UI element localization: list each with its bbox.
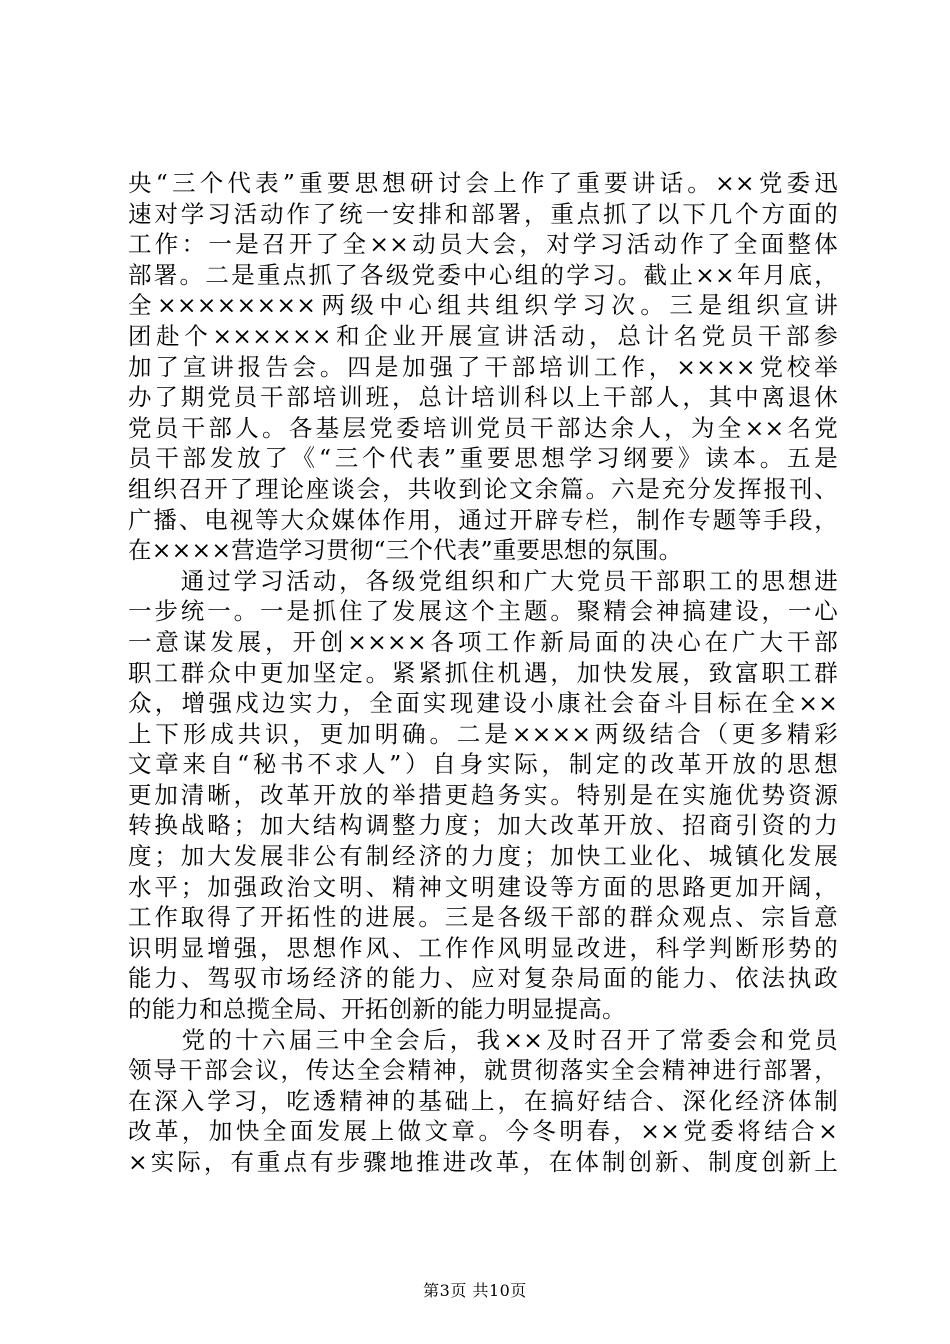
text-line: 全××××××××两级中心组共组织学习次。三是组织宣讲 bbox=[128, 291, 838, 320]
text-line: 一步统一。一是抓住了发展这个主题。聚精会神搞建设，一心 bbox=[128, 597, 838, 626]
text-line: 通过学习活动，各级党组织和广大党员干部职工的思想进 bbox=[128, 566, 838, 595]
text-line: 在深入学习，吃透精神的基础上，在搞好结合、深化经济体制 bbox=[128, 1086, 838, 1115]
document-body bbox=[128, 168, 838, 1178]
text-line: 改革，加快全面发展上做文章。今冬明春，××党委将结合× bbox=[128, 1117, 838, 1146]
text-line: 办了期党员干部培训班，总计培训科以上干部人，其中离退休 bbox=[128, 383, 838, 412]
text-line: 党员干部人。各基层党委培训党员干部达余人，为全××名党 bbox=[128, 413, 838, 442]
text-line: 水平；加强政治文明、精神文明建设等方面的思路更加开阔， bbox=[128, 872, 838, 901]
text-line: 团赴个××××××和企业开展宣讲活动，总计名党员干部参 bbox=[128, 321, 838, 350]
text-line: ×实际，有重点有步骤地推进改革，在体制创新、制度创新上 bbox=[128, 1148, 838, 1176]
text-line: 更加清晰，改革开放的举措更趋务实。特别是在实施优势资源 bbox=[128, 780, 838, 809]
text-line: 一意谋发展，开创××××各项工作新局面的决心在广大干部 bbox=[128, 627, 838, 656]
text-line: 在××××营造学习贯彻“三个代表”重要思想的氛围。 bbox=[128, 536, 683, 565]
text-line: 广播、电视等大众媒体作用，通过开辟专栏，制作专题等手段， bbox=[128, 505, 838, 534]
text-line: 度；加大发展非公有制经济的力度；加快工业化、城镇化发展 bbox=[128, 842, 838, 871]
text-line: 的能力和总揽全局、开拓创新的能力明显提高。 bbox=[128, 995, 626, 1024]
text-line: 识明显增强，思想作风、工作作风明显改进，科学判断形势的 bbox=[128, 933, 838, 962]
text-line: 文章来自“秘书不求人”）自身实际，制定的改革开放的思想 bbox=[128, 750, 838, 779]
text-line: 部署。二是重点抓了各级党委中心组的学习。截止××年月底， bbox=[128, 260, 838, 289]
text-line: 员干部发放了《“三个代表”重要思想学习纲要》读本。五是 bbox=[128, 444, 838, 473]
text-line: 速对学习活动作了统一安排和部署，重点抓了以下几个方面的 bbox=[128, 199, 838, 228]
text-line: 央“三个代表”重要思想研讨会上作了重要讲话。××党委迅 bbox=[128, 169, 838, 197]
text-line: 工作取得了开拓性的进展。三是各级干部的群众观点、宗旨意 bbox=[128, 903, 838, 932]
text-line: 转换战略；加大结构调整力度；加大改革开放、招商引资的力 bbox=[128, 811, 838, 840]
text-line: 上下形成共识，更加明确。二是××××两级结合（更多精彩 bbox=[128, 719, 838, 748]
text-line: 党的十六届三中全会后，我××及时召开了常委会和党员 bbox=[128, 1025, 838, 1054]
text-line: 领导干部会议，传达全会精神，就贯彻落实全会精神进行部署， bbox=[128, 1056, 838, 1085]
text-line: 工作：一是召开了全××动员大会，对学习活动作了全面整体 bbox=[128, 230, 838, 259]
page-number-footer: 第3页 共10页 bbox=[423, 1281, 527, 1300]
text-line: 能力、驾驭市场经济的能力、应对复杂局面的能力、依法执政 bbox=[128, 964, 838, 993]
text-line: 加了宣讲报告会。四是加强了干部培训工作，××××党校举 bbox=[128, 352, 838, 381]
text-line: 组织召开了理论座谈会，共收到论文余篇。六是充分发挥报刊、 bbox=[128, 474, 838, 503]
text-line: 众，增强戍边实力，全面实现建设小康社会奋斗目标在全×× bbox=[128, 689, 838, 718]
text-line: 职工群众中更加坚定。紧紧抓住机遇，加快发展，致富职工群 bbox=[128, 658, 838, 687]
